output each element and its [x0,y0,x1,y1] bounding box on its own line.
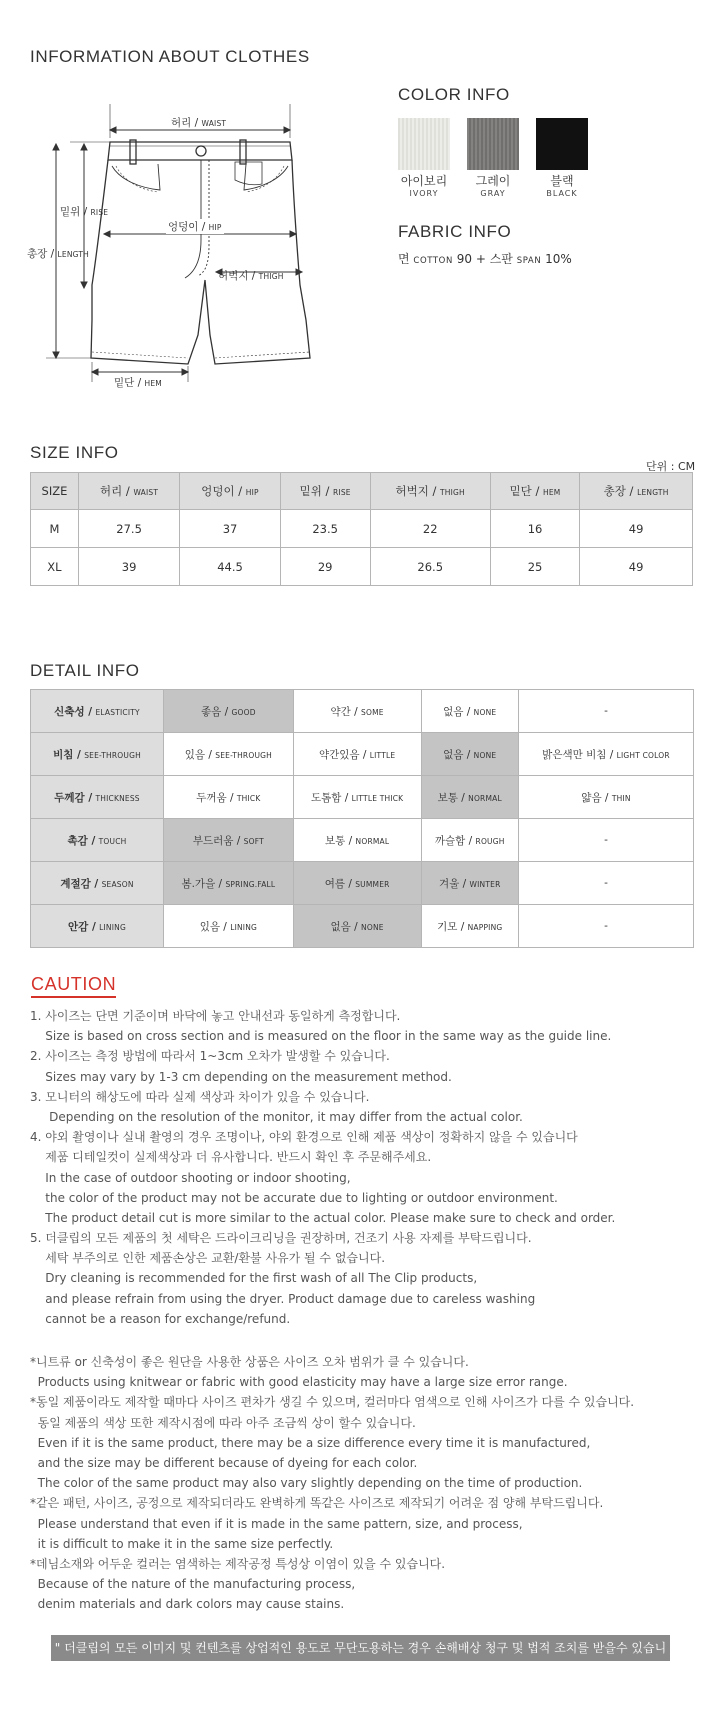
size-header-cell [78,473,179,510]
detail-option-ko: - [604,877,608,889]
detail-label-en: THICKNESS [95,793,140,803]
caution-line: 5. 더클립의 모든 제품의 첫 세탁은 드라이크리닝을 권장하며, 건조기 사용 자제를 부탁드립니다. [30,1231,532,1246]
caution-line: 제품 디테일컷이 실제색상과 더 유사합니다. 반드시 확인 후 주문해주세요. [30,1150,432,1165]
size-row [31,510,693,548]
caution-note-line: Please understand that even if it is made in the same pattern, size, and process, [30,1516,523,1531]
detail-row [31,905,694,948]
detail-option-ko: 좋음 / [201,705,229,718]
detail-option-en: WINTER [469,879,501,889]
detail-option-en: NAPPING [467,922,503,932]
detail-row [31,776,694,819]
size-cell: 44.5 [180,548,280,586]
caution-list [30,1006,615,1329]
caution-note-line: denim materials and dark colors may cause stains. [30,1597,345,1612]
size-header-cell [280,473,370,510]
color-label-black: 블랙 [550,174,574,188]
detail-option-en: THIN [611,793,631,803]
caution-note-line: *데님소재와 어두운 컬러는 염색하는 제작공정 특성상 이염이 있을 수 있습니다. [30,1556,446,1571]
color-info-title: COLOR INFO [398,85,510,104]
detail-option [293,862,421,905]
caution-line: Size is based on cross section and is measured on the floor in the same way as the guide line. [30,1029,612,1044]
size-header-cell [31,473,79,510]
size-header-sublabel: WAIST [133,488,159,497]
size-cell: M [31,510,79,548]
caution-note-line: *동일 제품이라도 제작할 때마다 사이즈 편차가 생길 수 있으며, 컬러마다 염색으로 인해 사이즈가 다를 수 있습니다. [30,1395,635,1410]
fabric-info-title: FABRIC INFO [398,222,512,241]
size-header-label: 밑단 / [509,484,540,498]
caution-note-line: it is difficult to make it in the same size perfectly. [30,1536,334,1551]
detail-option-ko: 없음 / [443,705,471,718]
detail-option [293,776,421,819]
detail-option-en: NORMAL [468,793,502,803]
caution-notes [30,1352,634,1614]
size-header-sublabel: HEM [542,488,561,497]
detail-option-en: SEE-THROUGH [215,750,272,760]
detail-option-en: NONE [361,922,384,932]
detail-option-ko: 보통 / [325,834,353,847]
size-header-cell [370,473,490,510]
diagram-label-length: 총장 / LENGTH [27,248,90,260]
size-cell: XL [31,548,79,586]
size-cell: 29 [280,548,370,586]
detail-option [518,776,693,819]
detail-option [518,862,693,905]
caution-line: The product detail cut is more similar to the actual color. Please make sure to check and order. [30,1210,616,1225]
caution-line: 세탁 부주의로 인한 제품손상은 교환/환불 사유가 될 수 없습니다. [30,1251,386,1266]
size-cell: 49 [580,548,693,586]
detail-option-en: NORMAL [355,836,390,846]
detail-option-en: LITTLE THICK [351,793,404,803]
size-header-label: 허리 / [100,484,130,498]
detail-option-ko: 겨울 / [439,877,467,890]
detail-row-label [31,862,164,905]
detail-info-title: DETAIL INFO [30,661,140,680]
caution-line: 3. 모니터의 해상도에 따라 실제 색상과 차이가 있을 수 있습니다. [30,1089,370,1104]
size-table-header [31,473,693,510]
caution-line: Dry cleaning is recommended for the first wash of all The Clip products, [30,1271,478,1286]
size-cell: 39 [78,548,179,586]
detail-label-ko: 촉감 / [67,834,96,847]
size-cell: 16 [490,510,579,548]
copyright-footer: " 더클립의 모든 이미지 및 컨텐츠를 상업적인 용도로 무단도용하는 경우 손해배상 청구 및 법적 조치를 받을수 있습니다. " [51,1635,670,1661]
detail-option-ko: - [604,705,608,717]
detail-option-en: LIGHT COLOR [616,750,670,760]
detail-table [30,689,694,948]
detail-row [31,733,694,776]
caution-line: the color of the product may not be accurate due to lighting or outdoor environment. [30,1190,558,1205]
detail-option [293,733,421,776]
diagram-label-hip: 엉덩이 / HIP [168,221,222,233]
color-label-ivory: 아이보리 [400,174,448,188]
detail-option-en: SOFT [243,836,264,846]
caution-line: and please refrain from using the dryer. Product damage due to careless washing [30,1291,536,1306]
color-swatch-black [536,118,588,170]
detail-option [421,862,518,905]
caution-line: 2. 사이즈는 측정 방법에 따라서 1~3cm 오차가 발생할 수 있습니다. [30,1049,390,1064]
detail-label-ko: 비침 / [53,748,81,761]
size-cell: 25 [490,548,579,586]
detail-option [293,819,421,862]
color-sublabel-black: BLACK [546,189,578,198]
color-sublabel-gray: GRAY [480,189,506,198]
detail-option-ko: 있음 / [184,748,212,761]
detail-option-en: THICK [236,793,261,803]
detail-option [421,733,518,776]
detail-option [518,905,693,948]
detail-option [518,733,693,776]
detail-row [31,862,694,905]
detail-row-label [31,690,164,733]
size-header-label: SIZE [41,484,68,498]
diagram-label-waist: 허리 / WAIST [171,117,227,129]
size-cell: 22 [370,510,490,548]
detail-option-en: SPRING.FALL [225,879,276,889]
detail-option-ko: - [604,920,608,932]
detail-option-en: GOOD [231,707,256,717]
detail-option-ko: 여름 / [324,877,352,890]
caution-note-line: 동일 제품의 색상 또한 제작시점에 따라 아주 조금씩 상이 할수 있습니다. [30,1415,416,1430]
size-header-label: 총장 / [603,484,634,498]
detail-option [421,690,518,733]
detail-label-ko: 신축성 / [54,705,93,718]
size-header-sublabel: RISE [333,488,351,497]
detail-option [421,905,518,948]
detail-row [31,819,694,862]
detail-row-label [31,905,164,948]
size-info-title: SIZE INFO [30,443,119,462]
detail-label-en: TOUCH [98,836,127,846]
caution-line: cannot be a reason for exchange/refund. [30,1311,291,1326]
detail-label-ko: 안감 / [68,920,96,933]
caution-line: Depending on the resolution of the monitor, it may differ from the actual color. [30,1109,523,1124]
detail-option [164,862,294,905]
detail-label-ko: 계절감 / [60,877,99,890]
diagram-label-hem: 밑단 / HEM [114,377,162,389]
caution-note-line: and the size may be different because of dyeing for each color. [30,1455,418,1470]
detail-row-label [31,819,164,862]
detail-option [421,819,518,862]
detail-option-en: SOME [361,707,384,717]
detail-option [164,733,294,776]
size-cell: 23.5 [280,510,370,548]
size-unit: 단위 : CM [646,460,696,473]
size-cell: 26.5 [370,548,490,586]
diagram-label-thigh: 허벅지 / THIGH [218,270,284,282]
detail-option-en: SUMMER [355,879,390,889]
size-header-sublabel: LENGTH [637,488,669,497]
size-table [30,472,693,586]
detail-label-en: SEASON [101,879,134,889]
diagram-label-rise: 밑위 / RISE [60,206,109,218]
fabric-composition: 면 COTTON 90 + 스판 SPAN 10% [398,252,572,266]
size-header-sublabel: THIGH [440,488,465,497]
caution-line: 1. 사이즈는 단면 기준이며 바닥에 놓고 안내선과 동일하게 측정합니다. [30,1009,401,1023]
caution-note-line: The color of the same product may also vary slightly depending on the time of production. [30,1476,583,1491]
detail-row-label [31,733,164,776]
detail-option-en: LITTLE [369,750,396,760]
color-sublabel-ivory: IVORY [409,189,439,198]
detail-option-ko: 봄.가을 / [181,877,223,890]
detail-label-en: ELASTICITY [95,707,140,717]
detail-label-en: LINING [99,922,126,932]
detail-option-ko: 있음 / [199,920,227,933]
detail-option-en: NONE [473,707,497,717]
detail-option-ko: 부드러움 / [192,834,241,847]
caution-note-line: Because of the nature of the manufacturing process, [30,1577,356,1592]
caution-line: 4. 야외 촬영이나 실내 촬영의 경우 조명이나, 야외 환경으로 인해 제품 색상이 정확하지 않을 수 있습니다 [30,1130,578,1145]
size-cell: 27.5 [78,510,179,548]
detail-option-ko: 두꺼움 / [196,791,234,804]
detail-option-en: LINING [230,922,258,932]
caution-note-line: Products using knitwear or fabric with good elasticity may have a large size error range. [30,1375,568,1390]
detail-option-ko: 없음 / [330,920,358,933]
color-label-gray: 그레이 [475,174,511,188]
detail-option-ko: 기모 / [437,920,465,933]
detail-row-label [31,776,164,819]
size-header-cell [180,473,280,510]
size-header-cell [580,473,693,510]
size-cell: 49 [580,510,693,548]
detail-option [164,905,294,948]
detail-option [164,819,294,862]
color-swatch-gray [467,118,519,170]
size-header-cell [490,473,579,510]
caution-note-line: *같은 패턴, 사이즈, 공정으로 제작되더라도 완벽하게 똑같은 사이즈로 제작되기 어려운 점 양해 부탁드립니다. [30,1496,604,1511]
detail-option [293,905,421,948]
detail-option [518,819,693,862]
detail-option-ko: - [604,834,608,846]
detail-option-ko: 보통 / [437,791,465,804]
detail-option [518,690,693,733]
size-header-sublabel: HIP [245,488,259,497]
size-header-label: 밑위 / [299,484,330,498]
detail-option-ko: 약간 / [330,705,358,718]
size-header-label: 허벅지 / [395,484,437,498]
detail-option-ko: 없음 / [443,748,471,761]
info-title: INFORMATION ABOUT CLOTHES [30,47,310,66]
detail-option-ko: 약간있음 / [318,748,367,761]
detail-option [164,776,294,819]
size-header-label: 엉덩이 / [201,484,243,498]
caution-title: CAUTION [31,974,116,998]
caution-note-line: Even if it is the same product, there may be a size difference every time it is manufactured, [30,1435,591,1450]
detail-option-ko: 까슬함 / [434,834,473,847]
caution-line: In the case of outdoor shooting or indoor shooting, [30,1170,351,1185]
detail-row [31,690,694,733]
detail-option-ko: 얇음 / [581,791,609,804]
detail-label-ko: 두께감 / [54,791,93,804]
size-cell: 37 [180,510,280,548]
detail-option-en: NONE [473,750,497,760]
caution-note-line: *니트류 or 신축성이 좋은 원단을 사용한 상품은 사이즈 오차 범위가 클 수 있습니다. [30,1355,469,1369]
detail-option-en: ROUGH [475,836,505,846]
size-row [31,548,693,586]
detail-label-en: SEE-THROUGH [84,750,141,760]
detail-option [293,690,421,733]
detail-option-ko: 밝은색만 비침 / [542,748,614,761]
detail-option [421,776,518,819]
detail-option-ko: 도톰함 / [310,791,349,804]
caution-line: Sizes may vary by 1-3 cm depending on the measurement method. [30,1069,452,1084]
color-swatch-ivory [398,118,450,170]
detail-option [164,690,294,733]
